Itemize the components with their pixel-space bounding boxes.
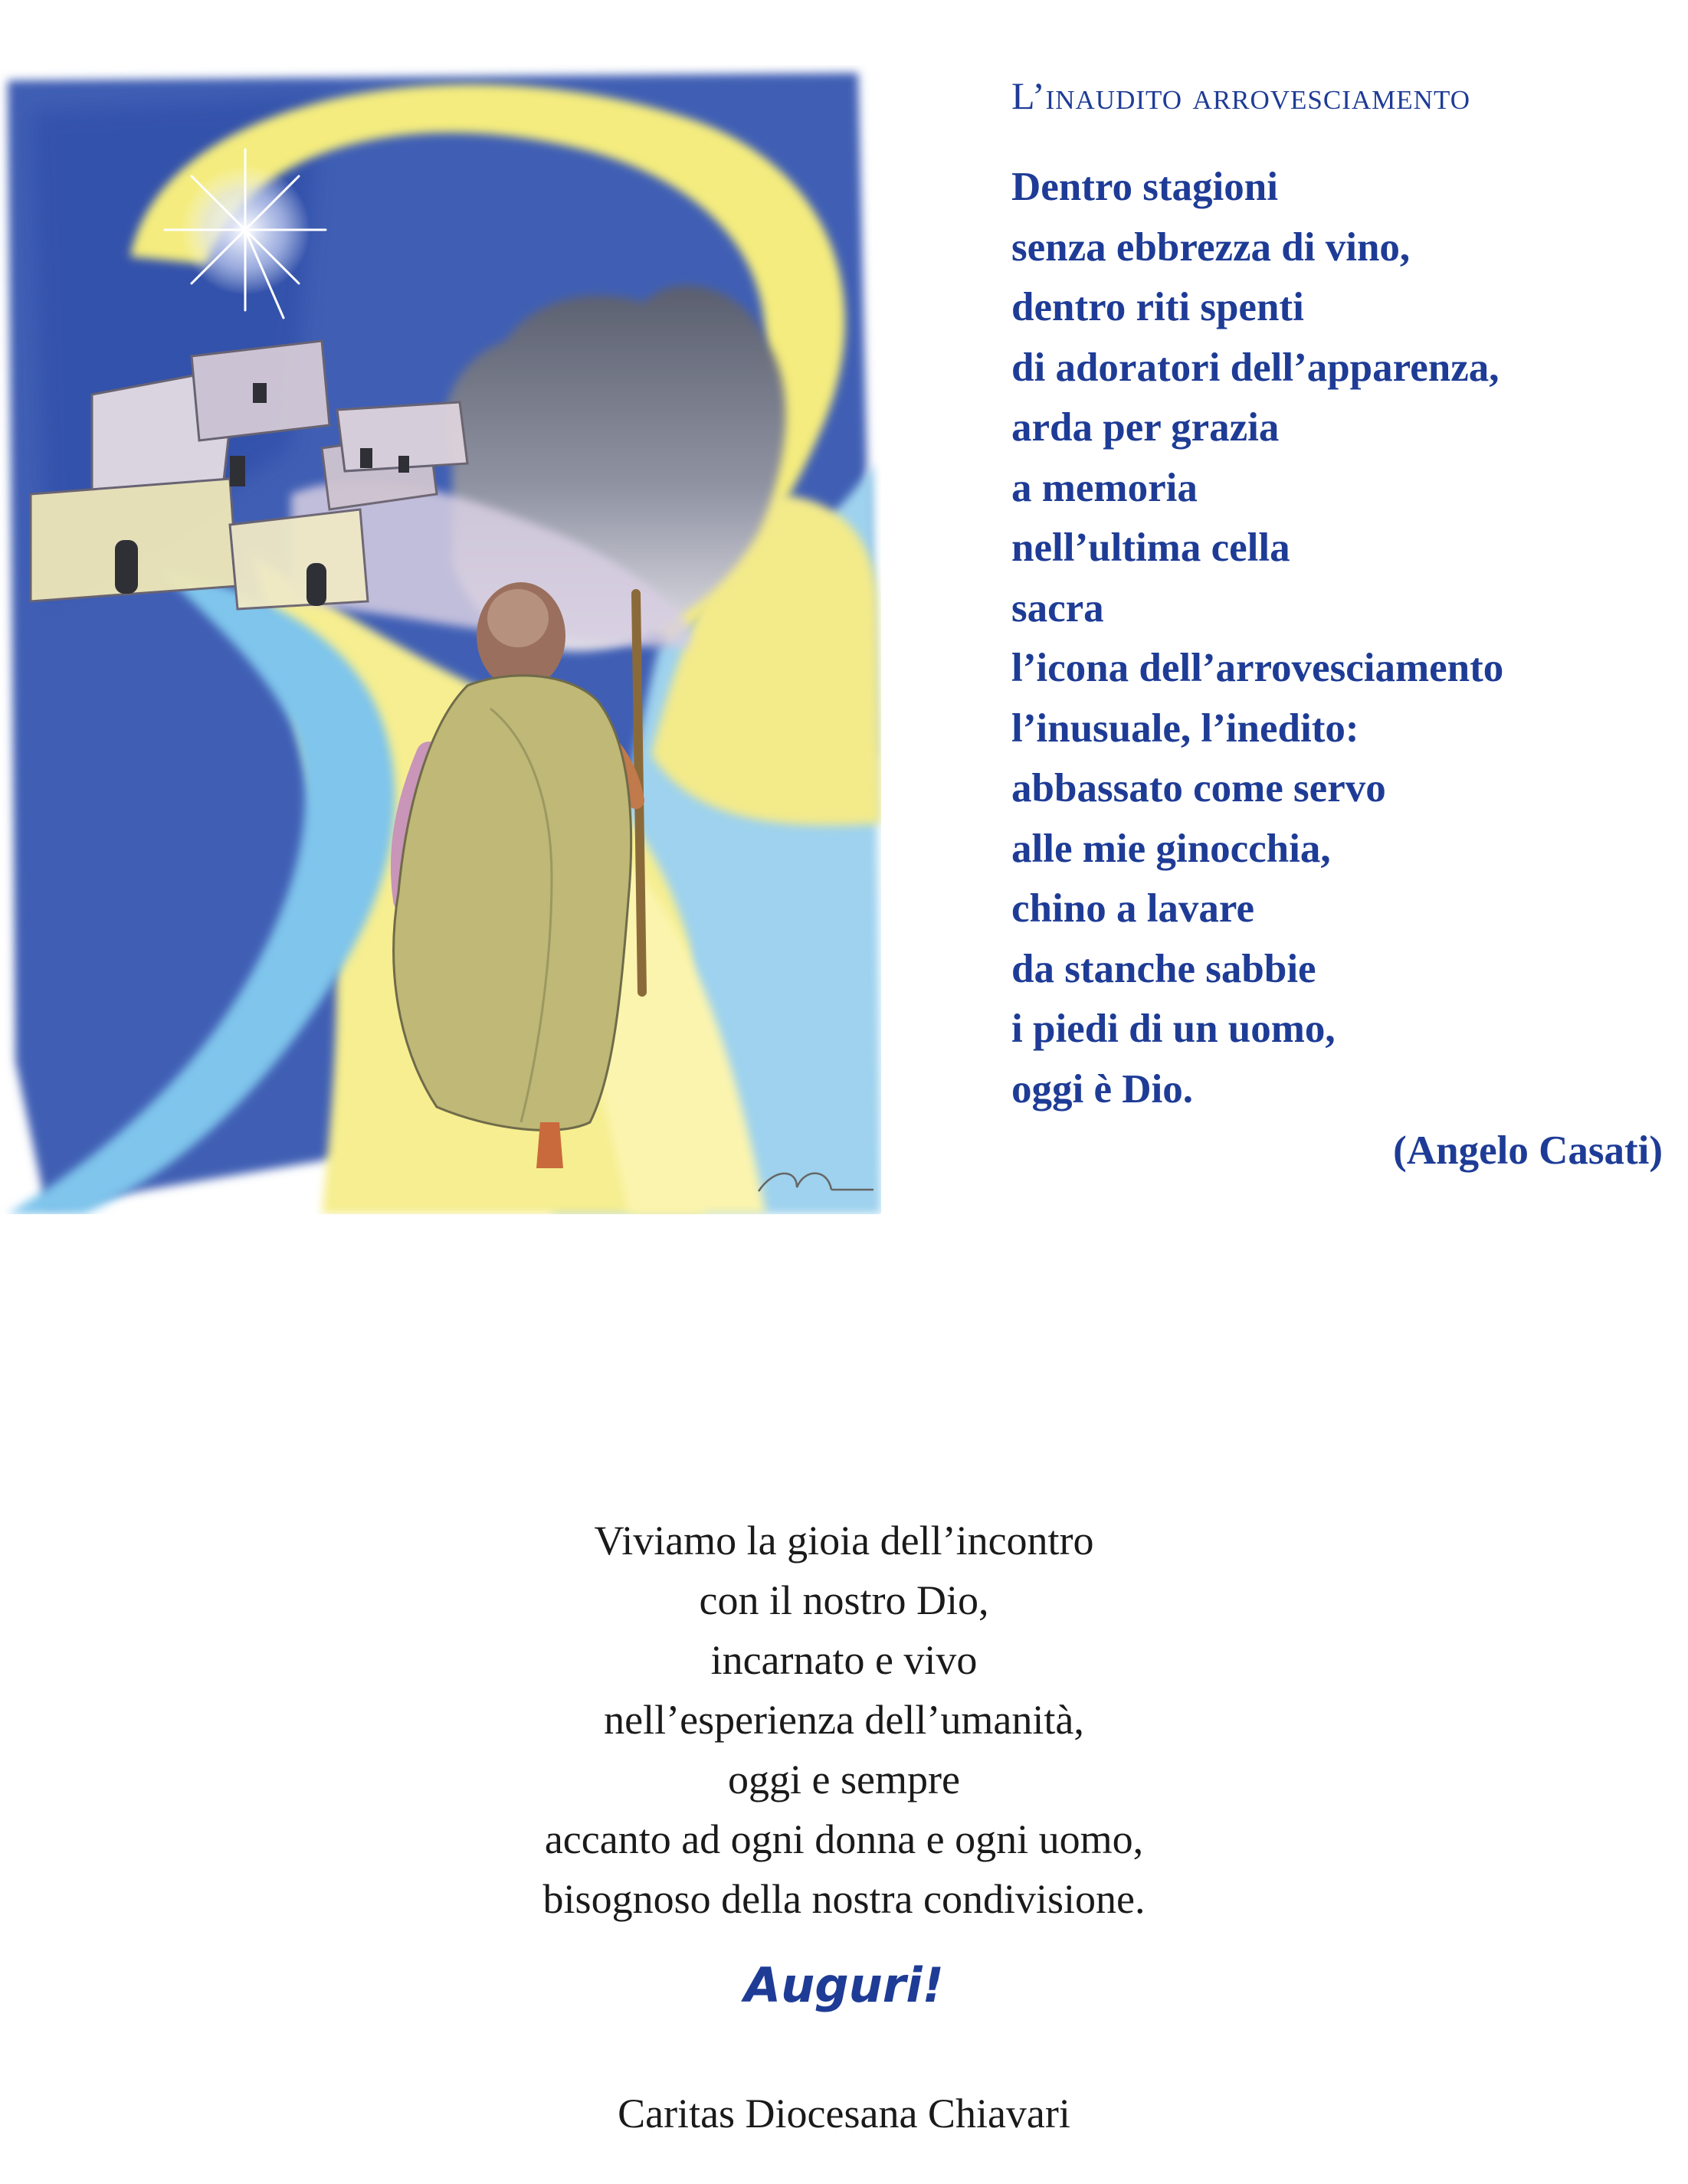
poem-block xyxy=(1011,73,1663,1180)
poem-line: di adoratori dell’apparenza, xyxy=(1011,345,1500,390)
watercolor-illustration xyxy=(0,65,881,1214)
greeting-line: oggi e sempre xyxy=(728,1757,960,1803)
poem-line: senza ebbrezza di vino, xyxy=(1011,224,1411,270)
signature: Caritas Diocesana Chiavari xyxy=(618,2091,1070,2137)
poem-line: Dentro stagioni xyxy=(1011,165,1278,209)
greeting-line: bisognoso della nostra condivisione. xyxy=(542,1876,1146,1922)
poem-line: dentro riti spenti xyxy=(1011,285,1304,329)
poem-title: L’inaudito arrovesciamento xyxy=(1011,74,1470,117)
greeting-line: nell’esperienza dell’umanità, xyxy=(604,1697,1084,1743)
greeting-lines xyxy=(0,1511,1688,1929)
poem-author: (Angelo Casati) xyxy=(1393,1128,1663,1173)
poem-lines xyxy=(1011,157,1663,1119)
poem-line: l’inusuale, l’inedito: xyxy=(1011,706,1359,751)
poem-line: l’icona dell’arrovesciamento xyxy=(1011,646,1504,690)
greeting-block xyxy=(0,1511,1688,1929)
poem-line: i piedi di un uomo, xyxy=(1011,1007,1336,1051)
poem-line: sacra xyxy=(1011,585,1104,630)
poem-line: nell’ultima cella xyxy=(1011,526,1290,570)
auguri-heading: Auguri! xyxy=(744,1957,944,2013)
greeting-line: con il nostro Dio, xyxy=(699,1577,989,1623)
poem-line: a memoria xyxy=(1011,465,1198,510)
poem-line: arda per grazia xyxy=(1011,405,1280,450)
greeting-line: accanto ad ogni donna e ogni uomo, xyxy=(544,1816,1144,1862)
poem-line: abbassato come servo xyxy=(1011,766,1386,810)
poem-line: chino a lavare xyxy=(1011,886,1255,931)
poem-line: oggi è Dio. xyxy=(1011,1066,1193,1112)
poem-line: alle mie ginocchia, xyxy=(1011,826,1331,871)
greeting-line: Viviamo la gioia dell’incontro xyxy=(594,1518,1094,1564)
greeting-line: incarnato e vivo xyxy=(710,1637,978,1683)
poem-line: da stanche sabbie xyxy=(1011,946,1316,991)
